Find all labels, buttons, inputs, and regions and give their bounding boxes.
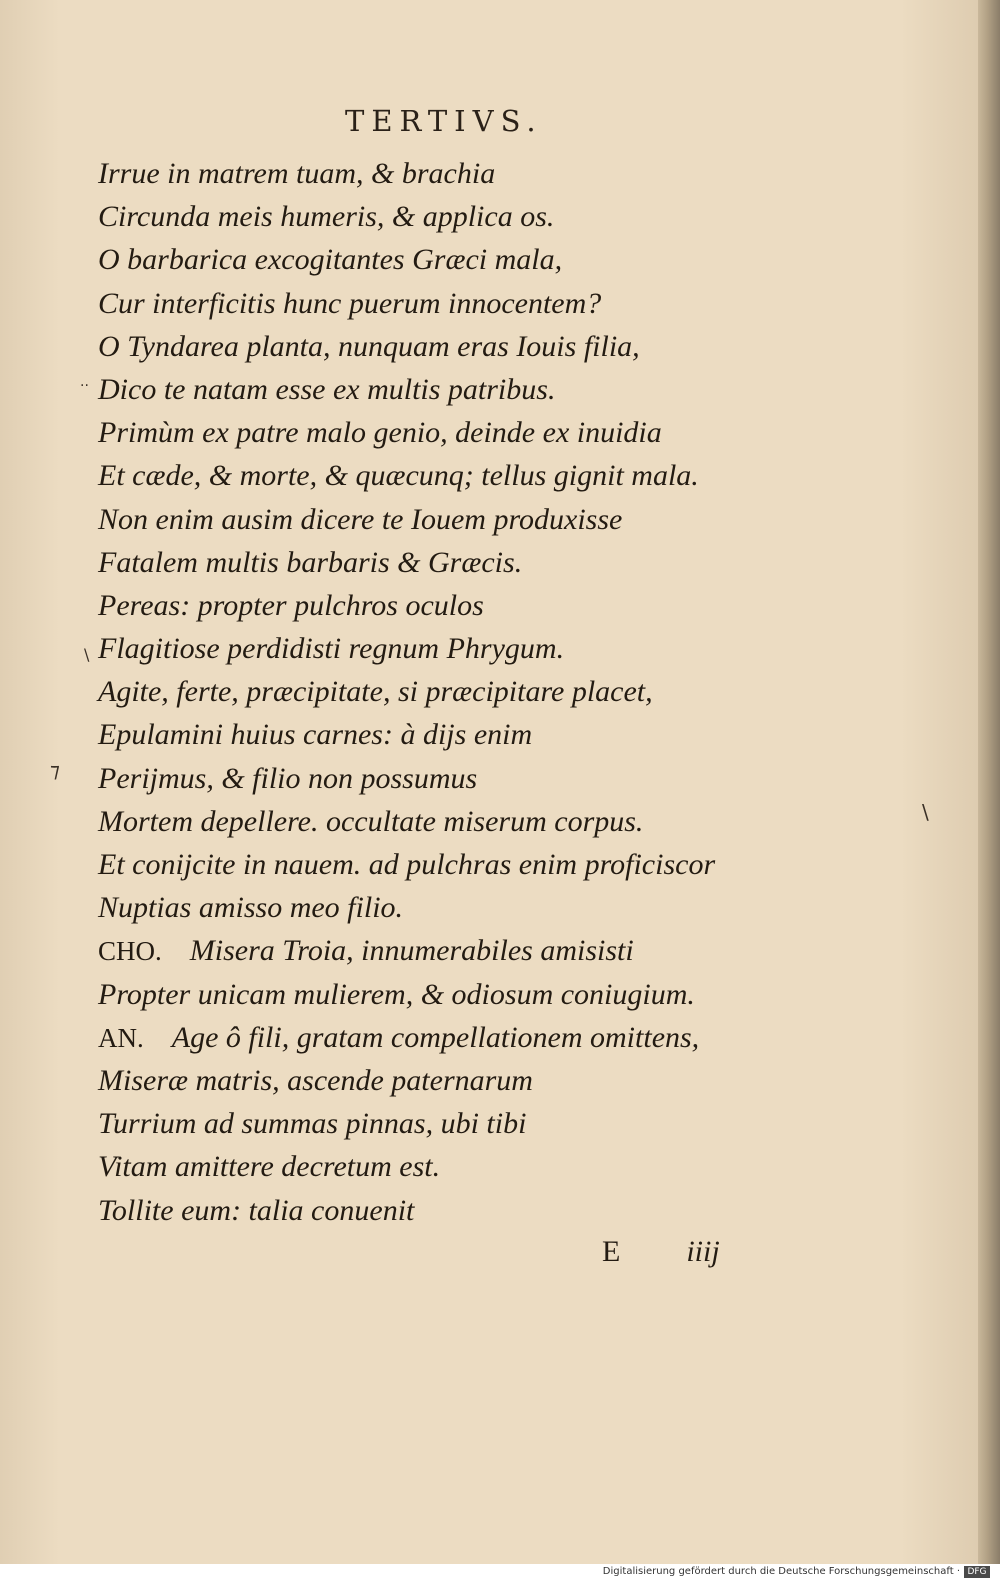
verse-line xyxy=(98,411,798,454)
verse-text: Miseræ matris, ascende paternarum xyxy=(98,1063,533,1097)
verse-line xyxy=(98,886,798,929)
verse-text: Perijmus, & filio non possumus xyxy=(98,761,478,795)
verse-line xyxy=(98,627,798,670)
verse-text: Vitam amittere decretum est. xyxy=(98,1150,441,1184)
verse-line xyxy=(98,1059,798,1102)
verse-text: Epulamini huius carnes: à dijs enim xyxy=(98,718,533,752)
verse-line xyxy=(98,800,798,843)
verse-line xyxy=(98,1145,798,1188)
verse-line xyxy=(98,584,798,627)
verse-line xyxy=(98,973,798,1016)
verse-line xyxy=(98,541,798,584)
verse-line xyxy=(98,368,798,411)
verse-text: Fatalem multis barbaris & Græcis. xyxy=(98,545,523,579)
verse-text: Age ô fili, gratam compellationem omittens, xyxy=(171,1020,700,1054)
dfg-logo: DFG xyxy=(964,1566,990,1578)
verse-text: Propter unicam mulierem, & odiosum coniugium. xyxy=(98,977,695,1011)
verse-text: Non enim ausim dicere te Iouem produxisse xyxy=(98,502,623,536)
verse-line xyxy=(98,152,798,195)
verse-line xyxy=(98,713,798,756)
verse-text: Agite, ferte, præcipitate, si præcipitare placet, xyxy=(98,675,653,709)
speaker-label: CHO. xyxy=(98,936,162,967)
verse-text: Circunda meis humeris, & applica os. xyxy=(98,200,555,234)
verse-line xyxy=(98,195,798,238)
verse-line xyxy=(98,1016,798,1059)
verse-text: Primùm ex patre malo genio, deinde ex inuidia xyxy=(98,416,662,450)
verse-text: Et cæde, & morte, & quæcunq; tellus gignit mala. xyxy=(98,459,699,493)
verse-line xyxy=(98,454,798,497)
verse-line xyxy=(98,757,798,800)
verse-text: Pereas: propter pulchros oculos xyxy=(98,588,484,622)
signature-mark: E xyxy=(602,1235,621,1268)
digitization-credit: Digitalisierung gefördert durch die Deutsche Forschungsgemeinschaft · xyxy=(602,1566,960,1577)
margin-mark-slash: \ xyxy=(922,800,929,824)
verse-text: Cur interficitis hunc puerum innocentem? xyxy=(98,286,602,320)
verse-text-block xyxy=(98,152,798,1232)
verse-line xyxy=(98,1189,798,1232)
verse-line xyxy=(98,929,798,972)
speaker-label: AN. xyxy=(98,1022,144,1053)
verse-text: Irrue in matrem tuam, & brachia xyxy=(98,157,496,190)
margin-mark-arrow: ⁊ xyxy=(50,758,60,782)
running-head: TERTIVS. xyxy=(345,104,543,138)
page-signature xyxy=(602,1235,720,1269)
verse-line xyxy=(98,1102,798,1145)
verse-text: O barbarica excogitantes Græci mala, xyxy=(98,243,563,277)
verse-text: Flagitiose perdidisti regnum Phrygum. xyxy=(98,632,565,666)
verse-line xyxy=(98,282,798,325)
verse-line xyxy=(98,843,798,886)
verse-text: Misera Troia, innumerabiles amisisti xyxy=(189,934,634,968)
verse-text: Et conijcite in nauem. ad pulchras enim proficiscor xyxy=(98,848,716,881)
verse-text: Nuptias amisso meo filio. xyxy=(98,891,404,925)
page-edge xyxy=(978,0,1000,1564)
margin-mark-dots: ·· xyxy=(80,378,89,394)
margin-mark-tick: \ xyxy=(84,645,90,664)
verse-text: Dico te natam esse ex multis patribus. xyxy=(98,372,556,406)
verse-text: O Tyndarea planta, nunquam eras Iouis filia, xyxy=(98,329,640,363)
verse-text: Mortem depellere. occultate miserum corpus. xyxy=(98,804,644,838)
folio-number: iiij xyxy=(686,1235,720,1268)
verse-line xyxy=(98,498,798,541)
verse-text: Tollite eum: talia conuenit xyxy=(98,1193,415,1227)
verse-text: Turrium ad summas pinnas, ubi tibi xyxy=(98,1107,527,1141)
verse-line xyxy=(98,238,798,281)
verse-line xyxy=(98,670,798,713)
verse-line xyxy=(98,325,798,368)
